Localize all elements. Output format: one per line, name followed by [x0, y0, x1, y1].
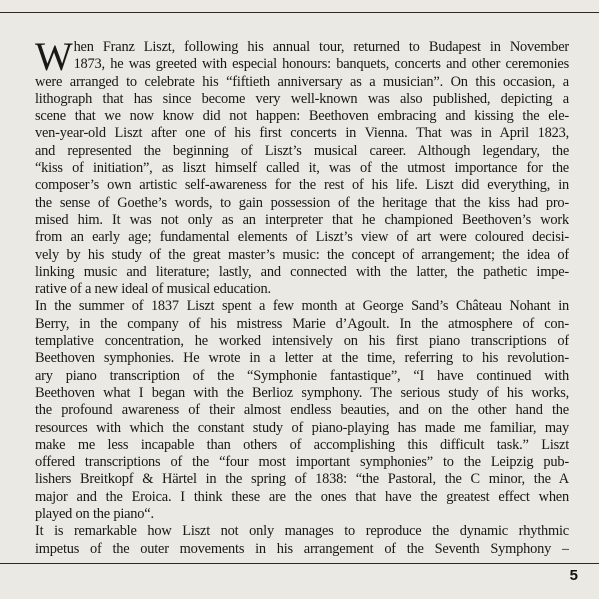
text-line: impetus of the outer movements in his arrangement of the Seventh Symphony – — [35, 540, 569, 557]
text-line: offered transcriptions of the “four most important symphonies” to the Leipzig pub- — [35, 454, 569, 471]
text-line: templative concentration, he worked intensively on his first piano transcriptions of — [35, 333, 569, 350]
text-line: scene that we now know did not happen: Beethoven embracing and kissing the ele- — [35, 108, 569, 125]
text-line: linking music and literature; lastly, and connected with the latter, the pathetic impe- — [35, 263, 569, 280]
text-line: “kiss of initiation”, as liszt himself called it, was of the utmost importance for the — [35, 160, 569, 177]
text-line: vely by his study of the great master’s music: the concept of arrangement; the idea of — [35, 246, 569, 263]
text-line: the profound awareness of their almost endless beauties, and on the other hand the — [35, 402, 569, 419]
text-line: 1873, he was greeted with especial honours: banquets, concerts and other ceremonies — [73, 56, 569, 73]
drop-cap: W — [35, 34, 73, 79]
text-line: mised him. It was not only as an interpreter that he championed Beethoven’s work — [35, 211, 569, 228]
text-line: Beethoven symphonies. He wrote in a letter at the time, referring to his revolution- — [35, 350, 569, 367]
text-line: were arranged to celebrate his “fiftieth anniversary as a musician”. On this occasion, a — [35, 73, 569, 90]
text-line: from an early age; fundamental elements of Liszt’s view of art were coloured decisi- — [35, 229, 569, 246]
text-line: resources with which the constant study of piano-playing has made me familiar, may — [35, 419, 569, 436]
text-line: major and the Eroica. I think these are the ones that have the greatest effect when — [35, 488, 569, 505]
body-text — [35, 34, 569, 558]
text-line: lithograph that has since become very well-known was also published, depicting a — [35, 90, 569, 107]
text-line: It is remarkable how Liszt not only manages to reproduce the dynamic rhythmic — [35, 523, 569, 540]
text-line: hen Franz Liszt, following his annual tour, returned to Budapest in November — [73, 39, 569, 55]
top-rule — [0, 12, 599, 13]
text-line: lishers Breitkopf & Härtel in the spring of 1838: “the Pastoral, the C minor, the A — [35, 471, 569, 488]
text-line: and represented the beginning of Liszt’s musical career. Although legendary, the — [35, 142, 569, 159]
text-line: ary piano transcription of the “Symphonie fantastique”, “I have continued with — [35, 367, 569, 384]
text-line: In the summer of 1837 Liszt spent a few month at George Sand’s Château Nohant in — [35, 298, 569, 315]
text-line: rative of a new ideal of musical education. — [35, 281, 271, 298]
text-line: Beethoven what I began with the Berlioz symphony. The serious study of his works, — [35, 384, 569, 401]
page-number: 5 — [569, 567, 578, 584]
text-line: ven-year-old Liszt after one of his first concerts in Vienna. That was in April 1823, — [35, 125, 569, 142]
text-line: played on the piano“. — [35, 506, 154, 523]
text-line: Berry, in the company of his mistress Marie d’Agoult. In the atmosphere of con- — [35, 315, 569, 332]
text-line: the sense of Goethe’s words, to gain possession of the heritage that the kiss had pro- — [35, 194, 569, 211]
text-line: composer’s own artistic self-awareness for the rest of his life. Liszt did everything, in — [35, 177, 569, 194]
text-line: make me less incapable than others of accomplishing this difficult task.” Liszt — [35, 436, 569, 453]
bottom-rule — [0, 563, 599, 564]
